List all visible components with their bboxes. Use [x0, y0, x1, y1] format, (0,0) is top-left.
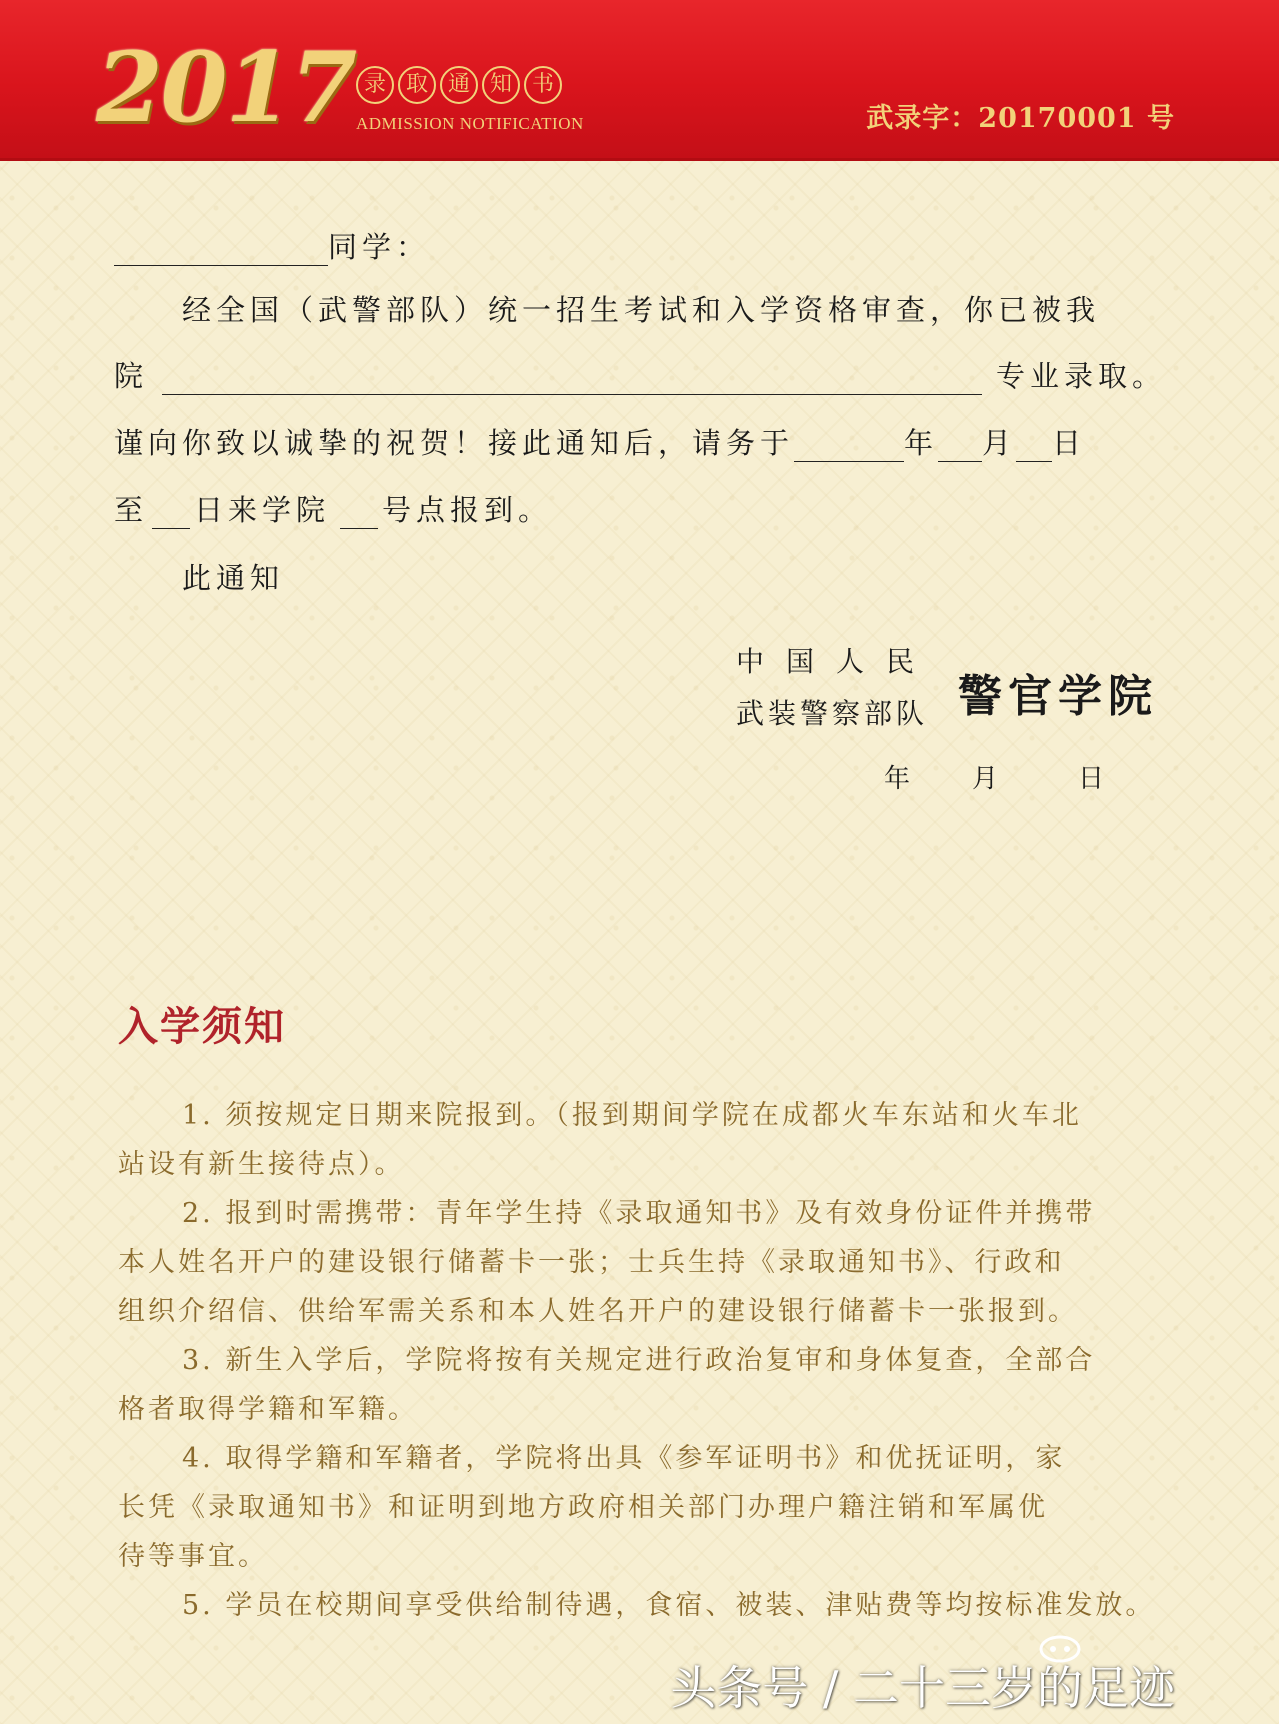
- note-line: 4. 取得学籍和军籍者，学院将出具《参军证明书》和优抚证明，家: [182, 1443, 1066, 1474]
- month-blank: [938, 431, 982, 462]
- note-line: 1. 须按规定日期来院报到。（报到期间学院在成都火车东站和火车北: [182, 1100, 1082, 1131]
- year-logo: 2017: [96, 31, 356, 144]
- academy-name: 警官学院: [958, 671, 1158, 722]
- text-segment: 谨向你致以诚挚的祝贺！接此通知后，请务于: [114, 426, 795, 460]
- en-title: ADMISSION NOTIFICATION: [356, 114, 584, 133]
- note-line: 组织介绍信、供给军需关系和本人姓名开户的建设银行储蓄卡一张报到。: [118, 1296, 1078, 1327]
- notes-heading: 入学须知: [118, 1004, 286, 1050]
- note-line: 待等事宜。: [118, 1541, 268, 1572]
- name-blank: [114, 235, 328, 266]
- paragraph-line-2: [114, 354, 1166, 395]
- watermark: 头条号 / 二十三岁的足迹: [670, 1661, 1175, 1715]
- closing: 此通知: [182, 561, 285, 595]
- salutation-line: [114, 225, 430, 266]
- cn-title-char: 取: [398, 66, 436, 104]
- note-line: 站设有新生接待点）。: [118, 1149, 405, 1180]
- signature-date-year: 年: [884, 764, 911, 794]
- signature-line-2: 武装警察部队: [736, 697, 929, 730]
- paragraph-line-3: [114, 421, 1086, 462]
- cn-title-char: 通: [440, 66, 478, 104]
- header-banner: [0, 0, 1279, 161]
- day-blank: [1016, 431, 1052, 462]
- text-segment: 日: [1052, 426, 1087, 460]
- cn-title-char: 录: [356, 66, 394, 104]
- salutation: 同学：: [328, 230, 431, 264]
- year-blank: [794, 431, 904, 462]
- cn-title: [356, 66, 562, 104]
- signature-date-month: 月: [972, 764, 999, 794]
- cn-title-char: 知: [482, 66, 520, 104]
- signature-date-day: 日: [1078, 764, 1105, 794]
- document-number: 武录字：20170001 号: [866, 103, 1175, 134]
- signature-line-1: 中国人民: [736, 645, 937, 678]
- text-segment: 院: [114, 359, 149, 393]
- note-line: 5. 学员在校期间享受供给制待遇，食宿、被装、津贴费等均按标准发放。: [182, 1590, 1156, 1621]
- text-segment: 日来学院: [194, 493, 331, 527]
- paragraph-line-4: [114, 488, 552, 529]
- text-segment: 月: [982, 426, 1017, 460]
- text-segment: 至: [114, 493, 149, 527]
- major-blank: [162, 364, 982, 395]
- text-segment: 专业录取。: [996, 359, 1167, 393]
- text-segment: 号点报到。: [382, 493, 553, 527]
- note-line: 长凭《录取通知书》和证明到地方政府相关部门办理户籍注销和军属优: [118, 1492, 1048, 1523]
- text-segment: 年: [904, 426, 939, 460]
- note-line: 2. 报到时需携带：青年学生持《录取通知书》及有效身份证件并携带: [182, 1198, 1096, 1229]
- cn-title-char: 书: [524, 66, 562, 104]
- note-line: 3. 新生入学后，学院将按有关规定进行政治复审和身体复查，全部合: [182, 1345, 1096, 1376]
- location-blank: [340, 498, 378, 529]
- end-day-blank: [152, 498, 190, 529]
- paragraph-line-1: 经全国（武警部队）统一招生考试和入学资格审查，你已被我: [182, 293, 1101, 327]
- note-line: 本人姓名开户的建设银行储蓄卡一张；士兵生持《录取通知书》、行政和: [118, 1247, 1065, 1278]
- note-line: 格者取得学籍和军籍。: [118, 1394, 418, 1425]
